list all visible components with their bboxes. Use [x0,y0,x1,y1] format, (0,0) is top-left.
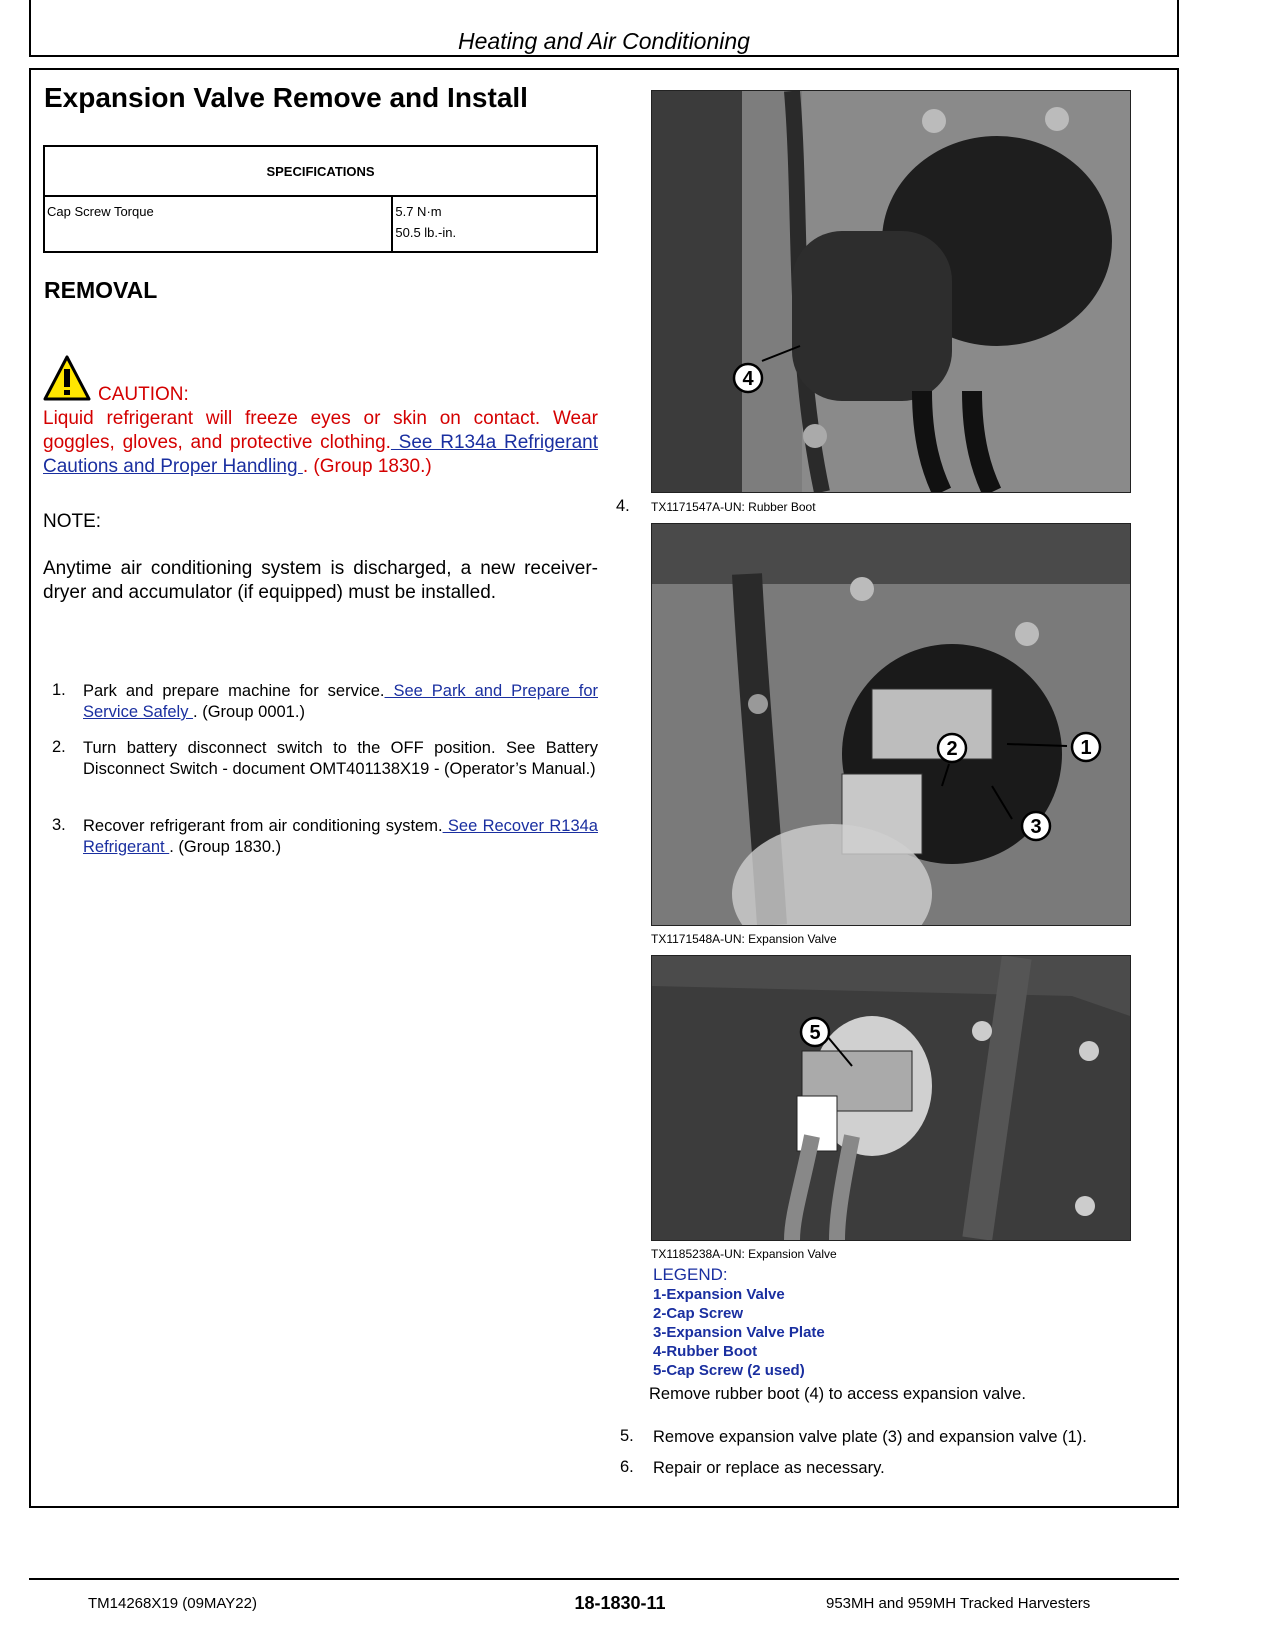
legend-heading: LEGEND: [653,1265,728,1284]
step-suffix: . (Group 0001.) [193,703,305,721]
note-label: NOTE: [43,511,102,532]
step-text: Park and prepare machine for service. [83,682,385,700]
step-number: 2. [52,738,66,756]
page-title: Expansion Valve Remove and Install [44,82,528,113]
footer-page-number: 18-1830-11 [574,1593,666,1613]
step-number: 4. [616,497,630,515]
callout-label: 4 [742,368,754,390]
step-6: Repair or replace as necessary. [653,1459,885,1477]
legend-item: 1-Expansion Valve [653,1286,785,1303]
spec-value-imperial: 50.5 lb.-in. [395,225,457,240]
footer-product: 953MH and 959MH Tracked Harvesters [826,1595,1091,1612]
callout-label: 5 [809,1022,821,1044]
footer-doc-id: TM14268X19 (09MAY22) [88,1595,257,1612]
legend-item: 3-Expansion Valve Plate [653,1324,825,1341]
spec-value [392,196,597,252]
step-1 [83,681,598,723]
callout-label: 1 [1080,737,1092,759]
step-number: 1. [52,681,66,699]
figure-expansion-valve [651,523,1131,926]
spec-item: Cap Screw Torque [44,196,392,252]
step-link[interactable]: See Recover R134a Refrigerant [83,817,598,856]
specifications-table [43,145,598,253]
step-number: 6. [620,1458,634,1476]
callout-label: 2 [946,738,958,760]
step-5: Remove expansion valve plate (3) and expansion valve (1). [653,1428,1087,1446]
legend-item: 2-Cap Screw [653,1305,744,1322]
caution-suffix: . (Group 1830.) [302,456,432,477]
note-text: Anytime air conditioning system is discharged, a new receiver-dryer and accumulator (if equipped) must be installed. [43,558,598,603]
step-number: 3. [52,816,66,834]
step-number: 5. [620,1427,634,1445]
step-text: Recover refrigerant from air conditioning system. [83,817,443,835]
callout-label: 3 [1030,816,1042,838]
figure-caption: TX1171547A-UN: Rubber Boot [651,500,816,514]
warning-icon [43,355,91,401]
spec-heading: SPECIFICATIONS [44,146,597,196]
step-4-text: Remove rubber boot (4) to access expansion valve. [649,1385,1026,1403]
legend-item: 4-Rubber Boot [653,1343,758,1360]
step-2: Turn battery disconnect switch to the OFF position. See Battery Disconnect Switch - document OMT401138X19 - (Operator’s Manual.) [83,739,598,778]
caution-link[interactable]: See R134a Refrigerant Cautions and Proper Handling [43,432,598,477]
removal-heading: REMOVAL [44,277,158,303]
legend-item: 5-Cap Screw (2 used) [653,1362,805,1379]
figure-rubber-boot [651,90,1131,493]
figure-expansion-valve-screws [651,955,1131,1241]
step-suffix: . (Group 1830.) [169,838,282,856]
step-link[interactable]: See Park and Prepare for Service Safely [83,682,598,721]
figure-caption: TX1185238A-UN: Expansion Valve [651,1247,837,1261]
table-row [44,196,597,252]
section-title: Heating and Air Conditioning [458,28,750,54]
footer-divider [29,1578,1179,1580]
caution-label: CAUTION: [98,384,189,405]
figure-caption: TX1171548A-UN: Expansion Valve [651,932,837,946]
step-3 [83,816,598,858]
caution-text [43,407,598,479]
spec-value-metric: 5.7 N·m [395,204,442,219]
caution-body: Liquid refrigerant will freeze eyes or skin on contact. Wear goggles, gloves, and protective clothing. [43,408,598,453]
